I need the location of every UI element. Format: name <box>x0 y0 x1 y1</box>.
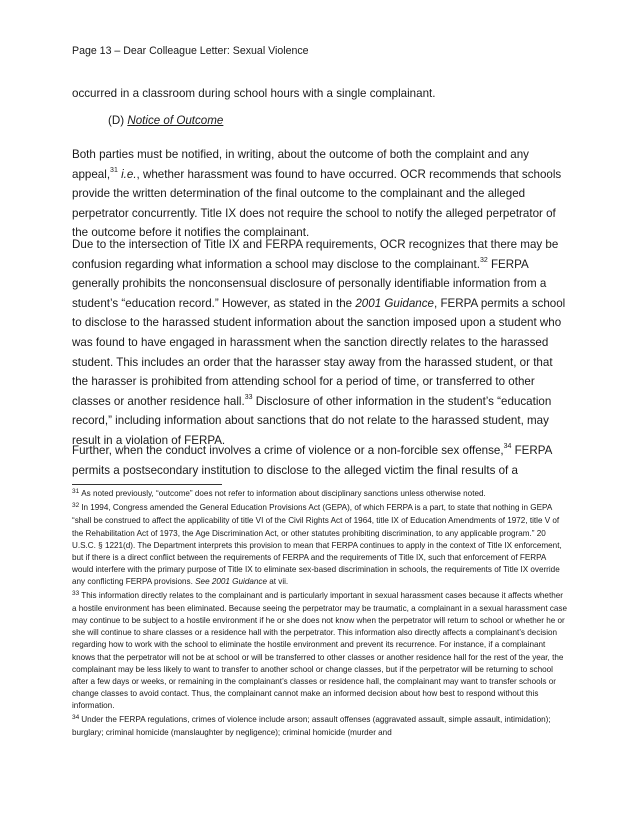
paragraph-crime-of-violence <box>72 441 566 480</box>
para1-text-a: Both parties must be notified, in writing, about the outcome of both the complaint and any appeal, <box>72 148 529 181</box>
guidance-title: 2001 Guidance <box>355 296 435 310</box>
footnote-31 <box>72 488 567 501</box>
para2-text-d: Disclosure of other information in the student’s “education record,” including information about sanctions that do not relate to the harassed student, may result in a violation of FERPA. <box>72 394 552 447</box>
footnotes <box>72 488 567 740</box>
footnote-text-end: at vii. <box>266 577 289 587</box>
footnote-text: Under the FERPA regulations, crimes of violence include arson; assault offenses (aggravated assault, simple assault, intimidation); burglary; criminal homicide (manslaughter by negligence); criminal homicide (murder and <box>72 714 551 737</box>
footnote-ref-31[interactable]: 31 <box>110 166 118 174</box>
footnote-number: 34 <box>72 713 80 721</box>
footnote-33 <box>72 590 567 713</box>
para3-text-a: Further, when the conduct involves a crime of violence or a non-forcible sex offense, <box>72 444 504 457</box>
paragraph-ferpa <box>72 235 566 451</box>
footnote-text: In 1994, Congress amended the General Education Provisions Act (GEPA), of which FERPA is a part, to state that nothing in GEPA “shall be construed to affect the applicability of title VI of the Civil Rights Act of 1964, title IX of Education Amendments of 1972, title V of the Rehabilitation Act of 1973, the Age Discrimination Act, or other statutes prohibiting discrimination, to any applicable program.” 20 U.S.C. § 1221(d). The Department interprets this provision to mean that FERPA continues to apply in the context of Title IX enforcement, but if there is a direct conflict between the requirements of FERPA and the requirements of Title IX, such that enforcement of FERPA would interfere with the primary purpose of Title IX to eliminate sex-based discrimination in schools, the requirements of Title IX override any conflicting FERPA provisions. <box>72 503 562 587</box>
section-heading-label: (D) <box>108 114 125 127</box>
para2-text-b: FERPA generally prohibits the nonconsensual disclosure of personally identifiable information from a student’s “education record.” However, as stated in the <box>72 257 547 310</box>
para2-text-a: Due to the intersection of Title IX and FERPA requirements, OCR recognizes that there may be confusion regarding what information a school may disclose to the complainant. <box>72 238 559 271</box>
footnote-text: As noted previously, “outcome” does not refer to information about disciplinary sanctions unless otherwise noted. <box>81 489 486 498</box>
footnote-citation: See 2001 Guidance <box>195 577 267 587</box>
continuation-text <box>72 84 566 104</box>
paragraph-ferpa-text <box>72 235 566 451</box>
footnote-32 <box>72 502 567 588</box>
footnote-number: 33 <box>72 589 80 597</box>
continuation-sentence: occurred in a classroom during school hours with a single complainant. <box>72 87 436 100</box>
footnote-number: 32 <box>72 502 80 510</box>
paragraph-notification-text <box>72 145 566 243</box>
footnote-34 <box>72 714 567 739</box>
footnote-ref-32[interactable]: 32 <box>479 256 488 264</box>
paragraph-crime-text <box>72 441 566 480</box>
footnote-separator <box>72 484 222 485</box>
footnote-ref-33[interactable]: 33 <box>244 393 253 401</box>
page-header: Page 13 – Dear Colleague Letter: Sexual Violence <box>72 45 309 57</box>
para1-text-c: , whether harassment was found to have occurred. OCR recommends that schools provide the written determination of the final outcome to the complainant and the alleged perpetrator concurrently. Title IX does not require the school to notify the alleged perpetrator of the outcome before it notifies the complainant. <box>72 167 562 240</box>
para1-ie: i.e. <box>121 167 137 181</box>
footnote-text: This information directly relates to the complainant and is particularly important in sexual harassment cases because it affects whether a hostile environment has been eliminated. Because seeing the perpetrator may be traumatic, a complainant in a sexual harassment case may continue to be subject to a hostile environment if he or she does not know when the perpetrator will return to school or whether he or she will continue to share classes or a residence hall with the perpetrator. This information also directly affects a complainant’s decision regarding how to work with the school to eliminate the hostile environment and prevent its recurrence. For instance, if a complainant knows that the perpetrator will not be at school or will be transferred to other classes or another residence hall for the rest of the year, the complainant may be less likely to want to transfer to another school or change classes, but if the perpetrator will be returning to school after a few days or weeks, or remaining in the complainant’s classes or residence hall, the complainant may want to transfer schools or change classes to avoid contact. Thus, the complainant cannot make an informed decision about how best to respond without this information. <box>72 590 568 711</box>
footnote-number: 31 <box>72 488 80 495</box>
paragraph-notification <box>72 145 566 243</box>
para2-text-c: , FERPA permits a school to disclose to the harassed student information about the sanction imposed upon a student who was found to have engaged in harassment when the sanction directly relates to the harassed student. This includes an order that the harasser stay away from the harassed student, or that the harasser is prohibited from attending school for a period of time, or transferred to other classes or another residence hall. <box>72 296 566 408</box>
section-heading-title: Notice of Outcome <box>127 114 224 127</box>
section-heading <box>108 114 223 127</box>
footnote-ref-34[interactable]: 34 <box>503 443 512 451</box>
para3-text-b: FERPA permits a postsecondary institution to disclose to the alleged victim the final results of a <box>72 444 552 477</box>
